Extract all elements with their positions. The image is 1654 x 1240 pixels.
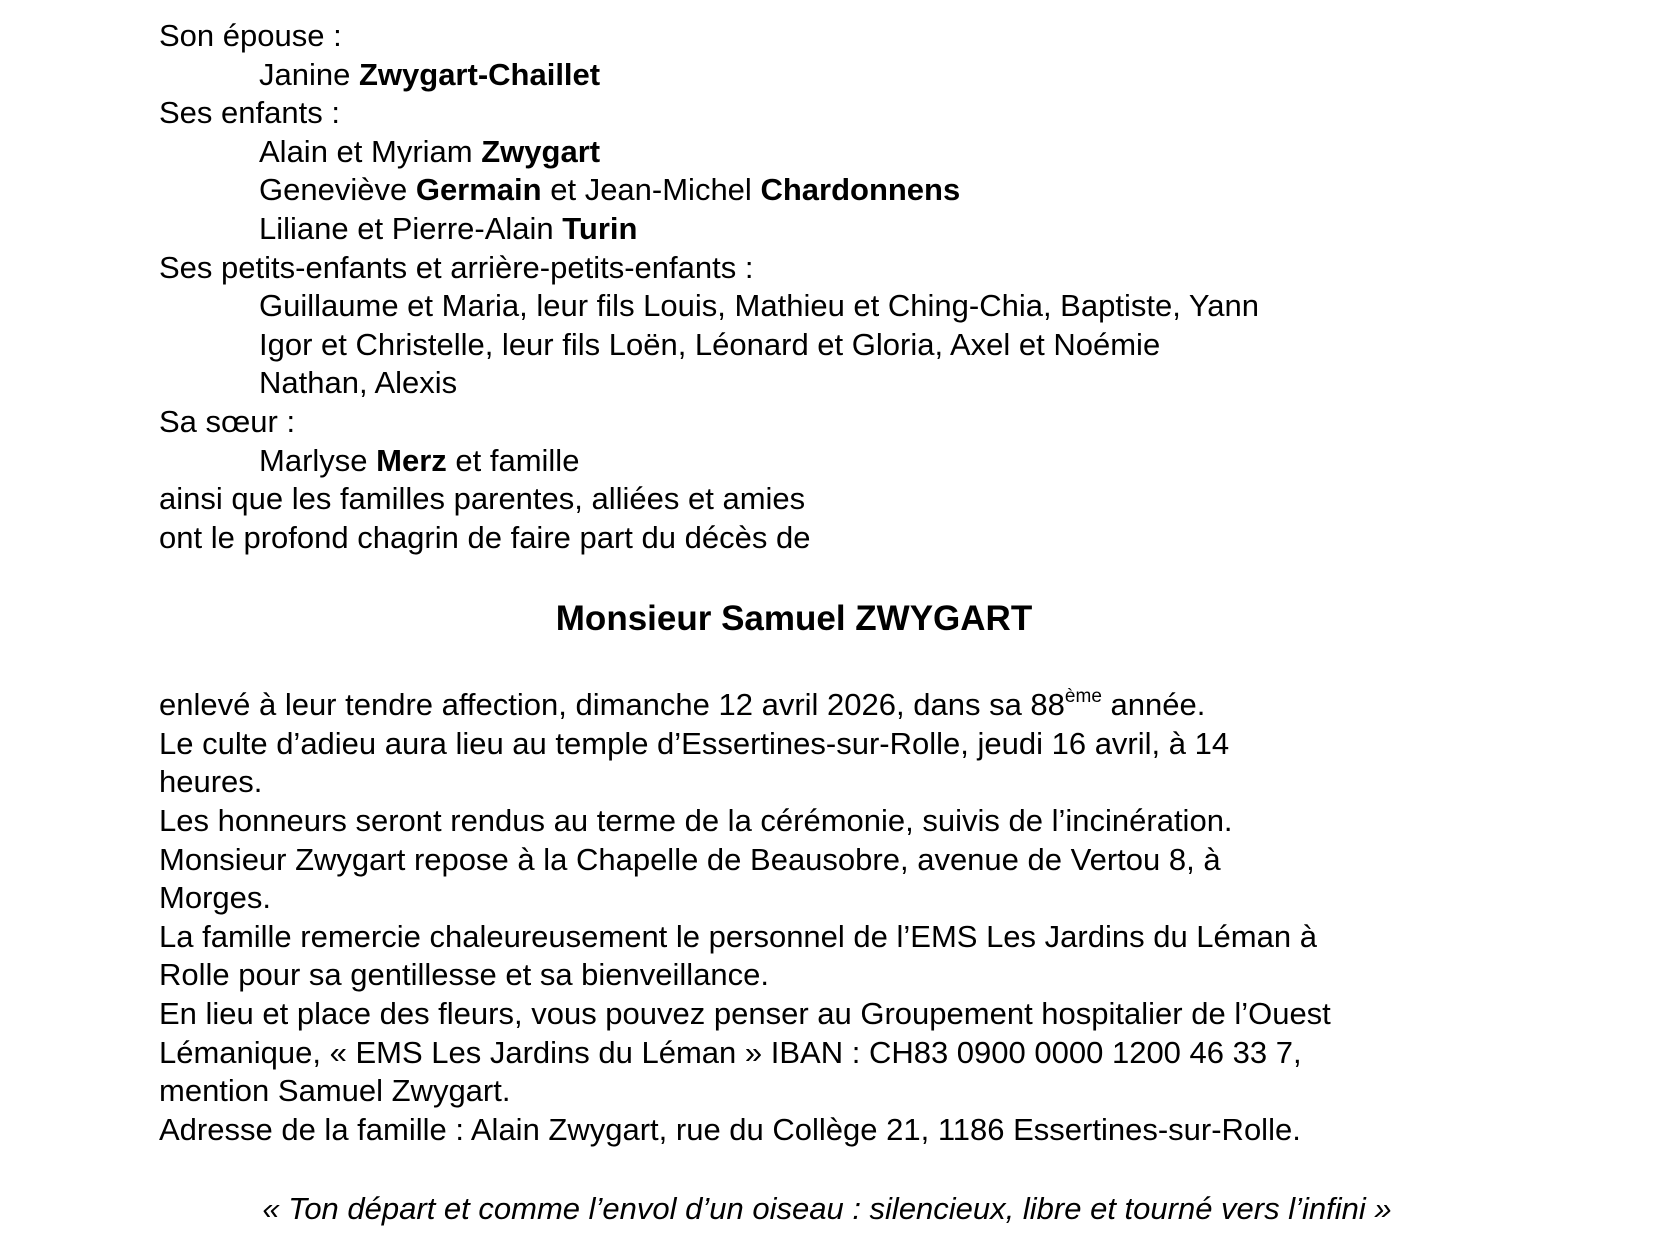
child-given: Geneviève <box>259 172 416 207</box>
body-line: Le culte d’adieu aura lieu au temple d’Essertines-sur-Rolle, jeudi 16 avril, à 14 <box>159 726 1230 761</box>
child-family: Chardonnens <box>760 172 961 207</box>
sister-name <box>259 442 579 480</box>
body-line: Morges. <box>159 880 271 915</box>
sister-last: Merz <box>376 443 447 478</box>
body-line: Adresse de la famille : Alain Zwygart, rue du Collège 21, 1186 Essertines-sur-Rolle. <box>159 1112 1301 1147</box>
death-ordinal: ème <box>1064 686 1102 707</box>
body-line: Monsieur Zwygart repose à la Chapelle de Beausobre, avenue de Vertou 8, à <box>159 842 1221 877</box>
body-line: Les honneurs seront rendus au terme de la cérémonie, suivis de l’incinération. <box>159 803 1233 838</box>
body-line: Rolle pour sa gentillesse et sa bienveillance. <box>159 957 770 992</box>
child-given: Alain et Myriam <box>259 134 482 169</box>
sister-first: Marlyse <box>259 443 377 478</box>
announcement: ont le profond chagrin de faire part du décès de <box>159 520 811 555</box>
child-row <box>259 210 637 248</box>
grandchildren-row: Guillaume et Maria, leur fils Louis, Mathieu et Ching-Chia, Baptiste, Yann <box>259 288 1259 323</box>
death-tail: année. <box>1101 687 1206 722</box>
closing-quote: « Ton départ et comme l’envol d’un oiseau : silencieux, libre et tourné vers l’infini » <box>262 1191 1392 1226</box>
deceased-name: Monsieur Samuel ZWYGART <box>555 599 1033 638</box>
spouse-name <box>259 56 600 94</box>
grandchildren-row: Igor et Christelle, leur fils Loën, Léonard et Gloria, Axel et Noémie <box>259 327 1161 362</box>
sister-rest: et famille <box>446 443 580 478</box>
body-line: Lémanique, « EMS Les Jardins du Léman » IBAN : CH83 0900 0000 1200 46 33 7, <box>159 1035 1302 1070</box>
child-family: Germain <box>415 172 542 207</box>
child-row <box>259 171 960 209</box>
death-text: enlevé à leur tendre affection, dimanche 12 avril 2026, dans sa 88 <box>159 687 1065 722</box>
child-family: Turin <box>562 211 638 246</box>
body-line: La famille remercie chaleureusement le personnel de l’EMS Les Jardins du Léman à <box>159 919 1317 954</box>
sister-label: Sa sœur : <box>159 404 296 439</box>
body-line: mention Samuel Zwygart. <box>159 1073 511 1108</box>
closing-family: ainsi que les familles parentes, alliées et amies <box>159 481 806 516</box>
child-row <box>259 133 600 171</box>
child-family: Zwygart <box>481 134 601 169</box>
grandchildren-row: Nathan, Alexis <box>259 365 458 400</box>
spouse-last: Zwygart-Chaillet <box>358 57 601 92</box>
body-line: En lieu et place des fleurs, vous pouvez penser au Groupement hospitalier de l’Ouest <box>159 996 1331 1031</box>
child-given: et Jean-Michel <box>541 172 761 207</box>
children-label: Ses enfants : <box>159 95 340 130</box>
child-given: Liliane et Pierre-Alain <box>259 211 563 246</box>
death-line <box>159 686 1205 724</box>
spouse-label: Son épouse : <box>159 18 342 53</box>
grandchildren-label: Ses petits-enfants et arrière-petits-enfants : <box>159 250 754 285</box>
body-line: heures. <box>159 764 263 799</box>
spouse-first: Janine <box>259 57 359 92</box>
